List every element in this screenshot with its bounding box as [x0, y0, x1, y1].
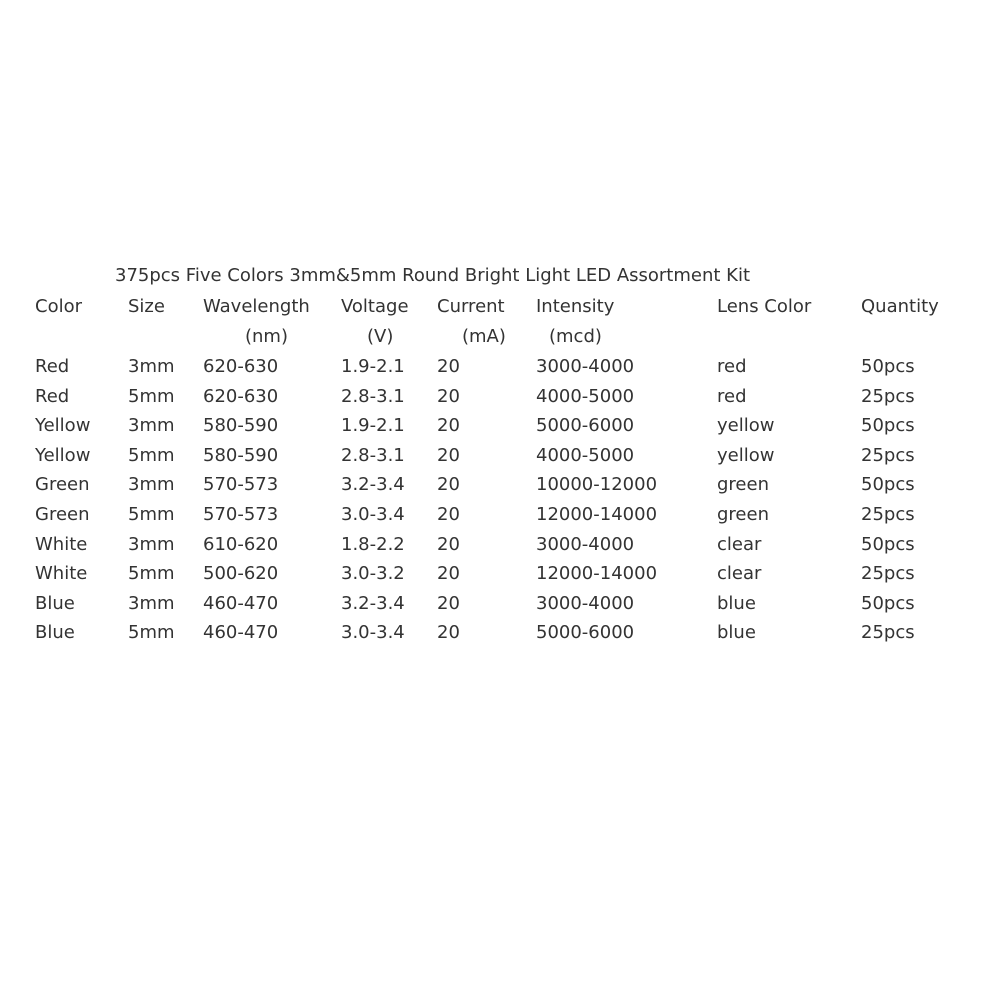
cell-wavelength: 460-470: [203, 622, 279, 644]
cell-current: 20: [437, 444, 460, 466]
table-row: [0, 622, 1000, 650]
cell-quantity: 25pcs: [861, 444, 915, 466]
cell-wavelength: 570-573: [203, 474, 279, 496]
cell-quantity: 25pcs: [861, 385, 915, 407]
cell-color: Blue: [35, 622, 75, 644]
cell-lens-color: yellow: [717, 415, 775, 437]
cell-intensity: 12000-14000: [536, 563, 658, 585]
cell-intensity: 3000-4000: [536, 356, 635, 377]
cell-intensity: 3000-4000: [536, 592, 635, 614]
header-size: Size: [128, 296, 165, 317]
cell-voltage: 3.2-3.4: [341, 592, 405, 614]
cell-voltage: 1.8-2.2: [341, 533, 405, 555]
cell-intensity: 10000-12000: [536, 474, 658, 496]
cell-color: Red: [35, 385, 70, 407]
cell-voltage: 2.8-3.1: [341, 444, 405, 466]
cell-color: Blue: [35, 592, 75, 614]
table-row: [0, 474, 1000, 502]
cell-lens-color: clear: [717, 563, 762, 585]
cell-voltage: 3.2-3.4: [341, 474, 405, 496]
cell-current: 20: [437, 533, 460, 555]
cell-lens-color: blue: [717, 592, 756, 614]
cell-color: Yellow: [35, 415, 91, 437]
cell-lens-color: green: [717, 474, 769, 496]
cell-voltage: 3.0-3.2: [341, 563, 405, 585]
cell-voltage: 3.0-3.4: [341, 504, 405, 525]
cell-current: 20: [437, 563, 460, 585]
cell-lens-color: green: [717, 504, 769, 525]
cell-quantity: 25pcs: [861, 563, 915, 585]
cell-size: 5mm: [128, 444, 175, 466]
cell-size: 5mm: [128, 504, 175, 525]
cell-size: 5mm: [128, 385, 175, 407]
cell-current: 20: [437, 385, 460, 407]
cell-current: 20: [437, 474, 460, 496]
cell-voltage: 2.8-3.1: [341, 385, 405, 407]
cell-wavelength: 570-573: [203, 504, 279, 525]
table-row: [0, 356, 1000, 384]
cell-intensity: 3000-4000: [536, 533, 635, 555]
header-current: Current: [437, 296, 505, 317]
unit-intensity: (mcd): [549, 326, 602, 347]
header-color: Color: [35, 296, 82, 317]
cell-voltage: 3.0-3.4: [341, 622, 405, 644]
cell-wavelength: 460-470: [203, 592, 279, 614]
table-row: [0, 504, 1000, 532]
cell-voltage: 1.9-2.1: [341, 356, 405, 377]
cell-current: 20: [437, 592, 460, 614]
cell-current: 20: [437, 622, 460, 644]
table-title: 375pcs Five Colors 3mm&5mm Round Bright Light LED Assortment Kit: [115, 265, 751, 286]
cell-color: Green: [35, 474, 90, 496]
cell-wavelength: 620-630: [203, 385, 279, 407]
cell-quantity: 50pcs: [861, 474, 915, 496]
table-row: [0, 415, 1000, 443]
cell-current: 20: [437, 504, 460, 525]
cell-lens-color: blue: [717, 622, 756, 644]
cell-color: White: [35, 563, 88, 585]
table-row: [0, 563, 1000, 591]
cell-size: 3mm: [128, 415, 175, 437]
cell-size: 3mm: [128, 356, 175, 377]
cell-intensity: 4000-5000: [536, 385, 635, 407]
cell-current: 20: [437, 356, 460, 377]
header-voltage: Voltage: [341, 296, 409, 317]
cell-current: 20: [437, 415, 460, 437]
table-row: [0, 445, 1000, 473]
cell-quantity: 25pcs: [861, 504, 915, 525]
unit-wavelength: (nm): [245, 326, 288, 347]
cell-size: 3mm: [128, 533, 175, 555]
cell-color: Yellow: [35, 444, 91, 466]
cell-lens-color: red: [717, 385, 747, 407]
header-wavelength: Wavelength: [203, 296, 310, 317]
header-intensity: Intensity: [536, 296, 615, 317]
cell-quantity: 50pcs: [861, 356, 915, 377]
cell-size: 5mm: [128, 622, 175, 644]
unit-current: (mA): [462, 326, 506, 347]
cell-intensity: 4000-5000: [536, 444, 635, 466]
cell-size: 3mm: [128, 592, 175, 614]
cell-color: Green: [35, 504, 90, 525]
cell-intensity: 5000-6000: [536, 622, 635, 644]
table-row: [0, 593, 1000, 621]
cell-wavelength: 580-590: [203, 444, 279, 466]
header-lens-color: Lens Color: [717, 296, 812, 317]
cell-quantity: 50pcs: [861, 592, 915, 614]
cell-lens-color: yellow: [717, 444, 775, 466]
cell-wavelength: 610-620: [203, 533, 279, 555]
cell-size: 3mm: [128, 474, 175, 496]
cell-size: 5mm: [128, 563, 175, 585]
cell-color: White: [35, 533, 88, 555]
cell-wavelength: 500-620: [203, 563, 279, 585]
cell-voltage: 1.9-2.1: [341, 415, 405, 437]
header-quantity: Quantity: [861, 296, 939, 317]
cell-lens-color: red: [717, 356, 747, 377]
unit-voltage: (V): [367, 326, 394, 347]
table-row: [0, 534, 1000, 562]
table-row: [0, 386, 1000, 414]
cell-color: Red: [35, 356, 70, 377]
cell-intensity: 12000-14000: [536, 504, 658, 525]
cell-wavelength: 620-630: [203, 356, 279, 377]
cell-quantity: 25pcs: [861, 622, 915, 644]
cell-lens-color: clear: [717, 533, 762, 555]
cell-quantity: 50pcs: [861, 415, 915, 437]
cell-intensity: 5000-6000: [536, 415, 635, 437]
cell-quantity: 50pcs: [861, 533, 915, 555]
cell-wavelength: 580-590: [203, 415, 279, 437]
